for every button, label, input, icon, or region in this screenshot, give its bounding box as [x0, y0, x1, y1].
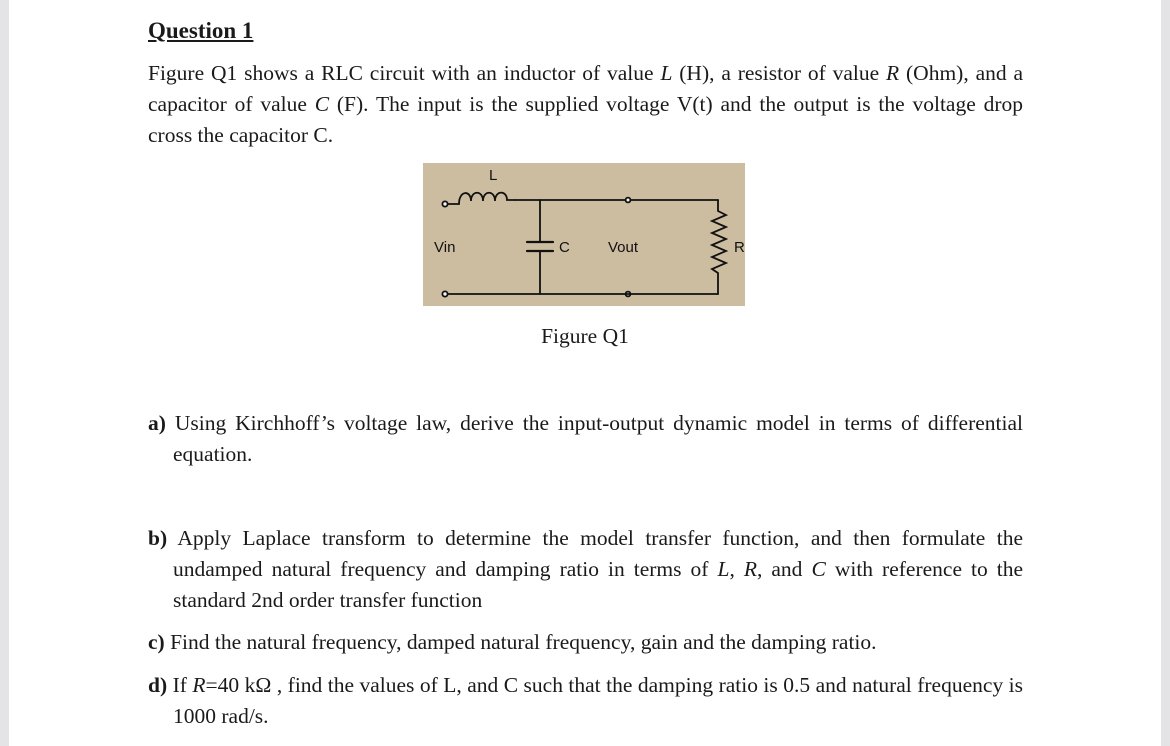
document-page	[9, 0, 1161, 746]
rlc-circuit-diagram	[423, 163, 745, 306]
part-d-var-r: R	[192, 673, 206, 697]
part-b-marker: b)	[148, 526, 168, 550]
intro-var-l: L	[660, 61, 673, 85]
part-c	[148, 627, 1023, 658]
page-edge-right	[1161, 0, 1170, 746]
part-a-text: Using Kirchhoff’s voltage law, derive the input-output dynamic model in terms of differential equation.	[165, 411, 1023, 466]
label-inductor: L	[489, 167, 498, 184]
part-b-sep-2: , and	[756, 557, 812, 581]
output-terminal-top	[626, 198, 631, 203]
part-d-text-2: =40 kΩ , find the values of L, and C such that the damping ratio is 0.5 and natural frequency is 1000 rad/s.	[173, 673, 1023, 728]
circuit-figure	[423, 163, 745, 306]
part-b-var-l: L	[717, 557, 730, 581]
input-terminal-bottom	[442, 291, 447, 296]
figure-caption: Figure Q1	[541, 324, 629, 348]
inductor-coil	[459, 193, 515, 204]
intro-text-4: (F). The input is the supplied voltage V(t) and the output is the voltage drop cross the capacitor C.	[148, 92, 1023, 147]
intro-text-2: (H), a resistor of value	[672, 61, 887, 85]
part-a-marker: a)	[148, 411, 166, 435]
label-resistor: R	[734, 239, 745, 256]
question-title: Question 1	[148, 18, 254, 43]
label-capacitor: C	[559, 239, 570, 256]
part-b-text-1: Apply Laplace transform to determine the model transfer function, and then formulate the undamped natural frequency and damping ratio in terms of	[167, 526, 1023, 581]
part-a	[148, 408, 1023, 470]
intro-text-1: Figure Q1 shows a RLC circuit with an inductor of value	[148, 61, 661, 85]
intro-text-3: (Ohm), and a capacitor of value	[148, 61, 1024, 116]
question-intro	[148, 58, 1023, 151]
part-c-text: Find the natural frequency, damped natural frequency, gain and the damping ratio.	[164, 630, 877, 654]
input-terminal-top	[442, 201, 447, 206]
intro-var-c: C	[314, 92, 330, 116]
resistor-zigzag	[712, 200, 726, 294]
part-d-text-1: If	[167, 673, 193, 697]
page-edge-left	[0, 0, 9, 746]
part-b	[148, 523, 1023, 616]
label-output: Vout	[608, 239, 639, 256]
intro-var-r: R	[886, 61, 900, 85]
part-b-var-r: R	[743, 557, 757, 581]
part-d-marker: d)	[148, 673, 168, 697]
part-b-var-c: C	[811, 557, 826, 581]
part-d	[148, 670, 1023, 732]
part-c-marker: c)	[148, 630, 165, 654]
part-b-text-2: with reference to the standard 2nd order transfer function	[173, 557, 1024, 612]
part-b-sep-1: ,	[729, 557, 744, 581]
label-input: Vin	[434, 239, 456, 256]
